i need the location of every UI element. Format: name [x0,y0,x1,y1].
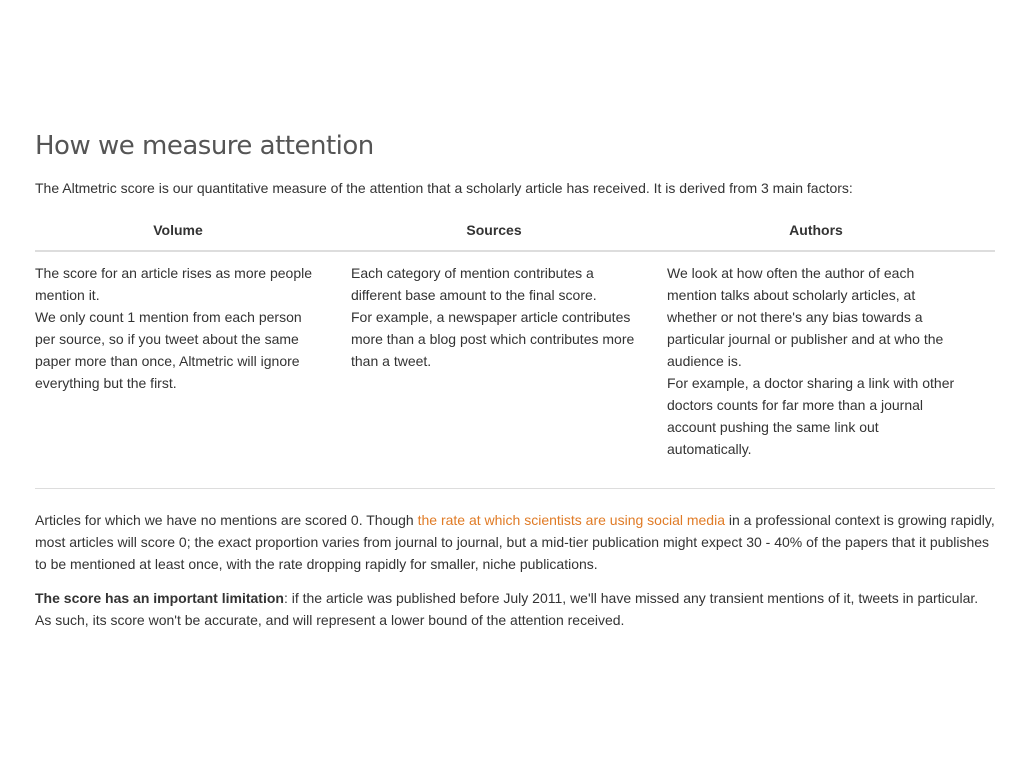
limitation-bold: The score has an important limitation [35,590,284,606]
heading-volume: Volume [153,222,203,238]
limitation-paragraph [35,587,995,631]
sources-text-2: For example, a newspaper article contributes more than a blog post which contributes more than a tweet. [351,309,635,369]
volume-text-1: The score for an article rises as more people mention it. [35,265,313,303]
heading-sources: Sources [466,222,522,238]
heading-authors: Authors [789,222,843,238]
authors-text-2: For example, a doctor sharing a link with other doctors counts for far more than a journal account pushing the same link out automatically. [667,375,955,457]
volume-text-2: We only count 1 mention from each person per source, so if you tweet about the same paper more than once, Altmetric will ignore everything but the first. [35,309,302,391]
sources-cell [351,262,667,488]
page-title: How we measure attention [35,131,374,161]
social-media-link[interactable]: the rate at which scientists are using social media [417,512,725,528]
intro-text: The Altmetric score is our quantitative measure of the attention that a scholarly article has received. It is derived from 3 main factors: [35,180,853,196]
sources-text-1: Each category of mention contributes a different base amount to the final score. [351,265,597,303]
paragraph-text: in a professional context is growing rapidly, most articles will score 0; the exact proportion varies from journal to journal, but a mid-tier publication might expect 30 - 40% of the papers that it publishes to be mentioned at least once, with the rate dropping rapidly for smaller, niche publications. [35,512,995,572]
factors-body-row [35,252,995,489]
authors-cell [667,262,995,488]
content [35,128,995,631]
paragraph-text: Articles for which we have no mentions are scored 0. Though [35,512,418,528]
volume-cell [35,262,351,488]
factors-header-row [35,216,995,252]
limitation-text: : if the article was published before July 2011, we'll have missed any transient mentions of it, tweets in particular. As such, its score won't be accurate, and will represent a lower bound of the attention received. [35,590,979,628]
authors-text-1: We look at how often the author of each mention talks about scholarly articles, at whether or not there's any bias towards a particular journal or publisher and at who the audience is. [667,265,944,369]
zero-score-paragraph [35,509,995,575]
